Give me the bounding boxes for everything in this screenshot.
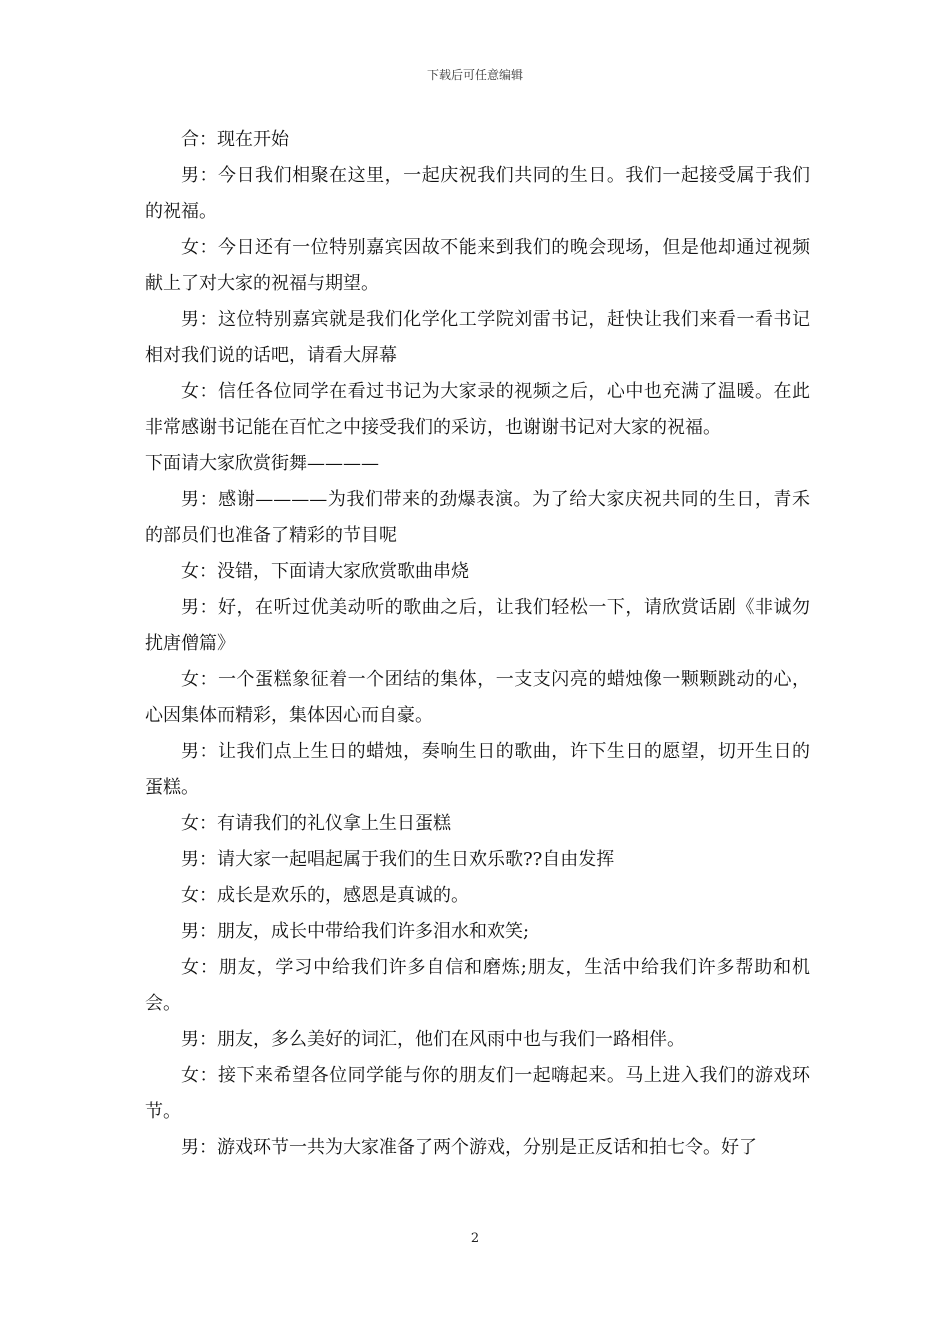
paragraph: 女：接下来希望各位同学能与你的朋友们一起嗨起来。马上进入我们的游戏环节。 — [145, 1065, 810, 1122]
paragraph: 女：有请我们的礼仪拿上生日蛋糕 — [181, 813, 451, 834]
paragraph: 女：成长是欢乐的，感恩是真诚的。 — [181, 885, 469, 906]
paragraph: 女：没错，下面请大家欣赏歌曲串烧 — [181, 561, 469, 582]
paragraph: 男：请大家一起唱起属于我们的生日欢乐歌??自由发挥 — [181, 849, 615, 870]
paragraph: 男：好，在听过优美动听的歌曲之后，让我们轻松一下，请欣赏话剧《非诚勿扰唐僧篇》 — [145, 597, 810, 654]
paragraph: 女：今日还有一位特别嘉宾因故不能来到我们的晚会现场，但是他却通过视频献上了对大家的祝福与期望。 — [145, 237, 810, 294]
paragraph: 男：朋友，多么美好的词汇，他们在风雨中也与我们一路相伴。 — [181, 1029, 685, 1050]
paragraph: 女：信任各位同学在看过书记为大家录的视频之后，心中也充满了温暖。在此非常感谢书记能在百忙之中接受我们的采访，也谢谢书记对大家的祝福。 — [145, 381, 810, 438]
paragraph: 男：今日我们相聚在这里，一起庆祝我们共同的生日。我们一起接受属于我们的祝福。 — [145, 165, 810, 222]
paragraph: 女：一个蛋糕象征着一个团结的集体，一支支闪亮的蜡烛像一颗颗跳动的心，心因集体而精彩，集体因心而自豪。 — [145, 669, 810, 726]
paragraph: 合：现在开始 — [181, 129, 289, 150]
paragraph: 女：朋友，学习中给我们许多自信和磨炼;朋友，生活中给我们许多帮助和机会。 — [145, 957, 810, 1014]
paragraph: 男：让我们点上生日的蜡烛，奏响生日的歌曲，许下生日的愿望，切开生日的蛋糕。 — [145, 741, 810, 798]
paragraph: 男：朋友，成长中带给我们许多泪水和欢笑; — [181, 921, 530, 942]
paragraph: 男：这位特别嘉宾就是我们化学化工学院刘雷书记，赶快让我们来看一看书记相对我们说的话吧，请看大屏幕 — [145, 309, 810, 366]
paragraph: 男：感谢————为我们带来的劲爆表演。为了给大家庆祝共同的生日，青禾的部员们也准备了精彩的节目呢 — [145, 489, 810, 546]
document-body — [145, 122, 810, 1166]
page-header: 下载后可任意编辑 — [426, 68, 523, 82]
paragraph: 男：游戏环节一共为大家准备了两个游戏，分别是正反话和拍七令。好了 — [181, 1137, 757, 1158]
page-number: 2 — [470, 1231, 480, 1246]
paragraph: 下面请大家欣赏街舞———— — [145, 453, 379, 474]
